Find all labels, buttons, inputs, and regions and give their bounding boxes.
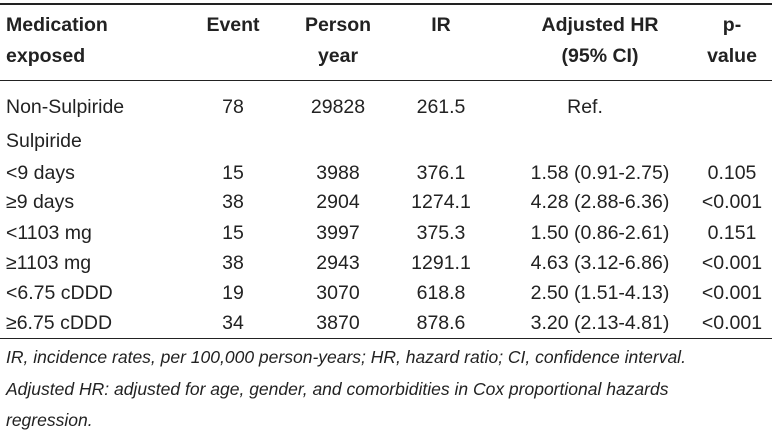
footnote-line: Adjusted HR: adjusted for age, gender, and comorbidities in Cox proportional hazards	[6, 378, 669, 399]
cell-p-value: <0.001	[701, 252, 763, 274]
footnote-line: regression.	[6, 410, 93, 430]
table-row	[0, 308, 772, 339]
cell-medication: Non-Sulpiride	[6, 96, 125, 118]
cell-event: 15	[222, 162, 244, 184]
cell-adjusted-hr: 1.58 (0.91-2.75)	[530, 162, 670, 184]
cell-medication: ≥9 days	[6, 191, 75, 213]
table-row	[0, 92, 772, 123]
table-row	[0, 218, 772, 249]
cell-ir: 261.5	[416, 96, 466, 118]
header-p-value: p- value	[707, 14, 757, 67]
cell-medication: Sulpiride	[6, 130, 82, 152]
table-row	[0, 187, 772, 218]
header-adjusted-hr: Adjusted HR (95% CI)	[541, 14, 659, 67]
cell-medication: <6.75 cDDD	[6, 282, 113, 304]
cell-medication: ≥6.75 cDDD	[6, 312, 113, 334]
cell-event: 34	[222, 312, 244, 334]
top-rule	[0, 3, 772, 5]
cell-event: 78	[222, 96, 244, 118]
cell-person-year: 3988	[316, 162, 360, 184]
cell-adjusted-hr: Ref.	[567, 96, 603, 118]
cell-adjusted-hr: 1.50 (0.86-2.61)	[530, 222, 670, 244]
cell-person-year: 2943	[316, 252, 360, 274]
cell-event: 15	[222, 222, 244, 244]
cell-ir: 376.1	[416, 162, 466, 184]
header-ir: IR	[431, 14, 451, 36]
cell-ir: 1291.1	[411, 252, 471, 274]
table-row	[0, 158, 772, 189]
cell-event: 19	[222, 282, 244, 304]
table-row	[0, 126, 772, 157]
header-person-year: Person year	[304, 14, 372, 67]
header-event: Event	[206, 14, 260, 36]
cell-person-year: 2904	[316, 191, 360, 213]
cell-ir: 375.3	[416, 222, 466, 244]
table-footnote	[6, 342, 768, 437]
cell-medication: ≥1103 mg	[6, 252, 92, 274]
cell-ir: 878.6	[416, 312, 466, 334]
cell-medication: <9 days	[6, 162, 75, 184]
header-rule	[0, 80, 772, 81]
cell-adjusted-hr: 2.50 (1.51-4.13)	[530, 282, 670, 304]
bottom-rule	[0, 338, 772, 339]
cell-p-value: <0.001	[701, 191, 763, 213]
cell-adjusted-hr: 4.28 (2.88-6.36)	[530, 191, 670, 213]
cell-person-year: 3070	[316, 282, 360, 304]
header-medication: Medication exposed	[6, 14, 108, 67]
cell-person-year: 3870	[316, 312, 360, 334]
cell-ir: 1274.1	[411, 191, 471, 213]
cell-person-year: 29828	[310, 96, 366, 118]
cell-medication: <1103 mg	[6, 222, 92, 244]
cell-person-year: 3997	[316, 222, 360, 244]
cell-p-value: <0.001	[701, 312, 763, 334]
cell-adjusted-hr: 3.20 (2.13-4.81)	[530, 312, 670, 334]
cell-event: 38	[222, 252, 244, 274]
table-row	[0, 248, 772, 279]
cell-p-value: <0.001	[701, 282, 763, 304]
cell-event: 38	[222, 191, 244, 213]
table-row	[0, 278, 772, 309]
cell-p-value: 0.151	[707, 222, 757, 244]
cell-p-value: 0.105	[707, 162, 757, 184]
footnote-line: IR, incidence rates, per 100,000 person-years; HR, hazard ratio; CI, confidence interval.	[6, 347, 686, 367]
cell-ir: 618.8	[416, 282, 466, 304]
cell-adjusted-hr: 4.63 (3.12-6.86)	[530, 252, 670, 274]
